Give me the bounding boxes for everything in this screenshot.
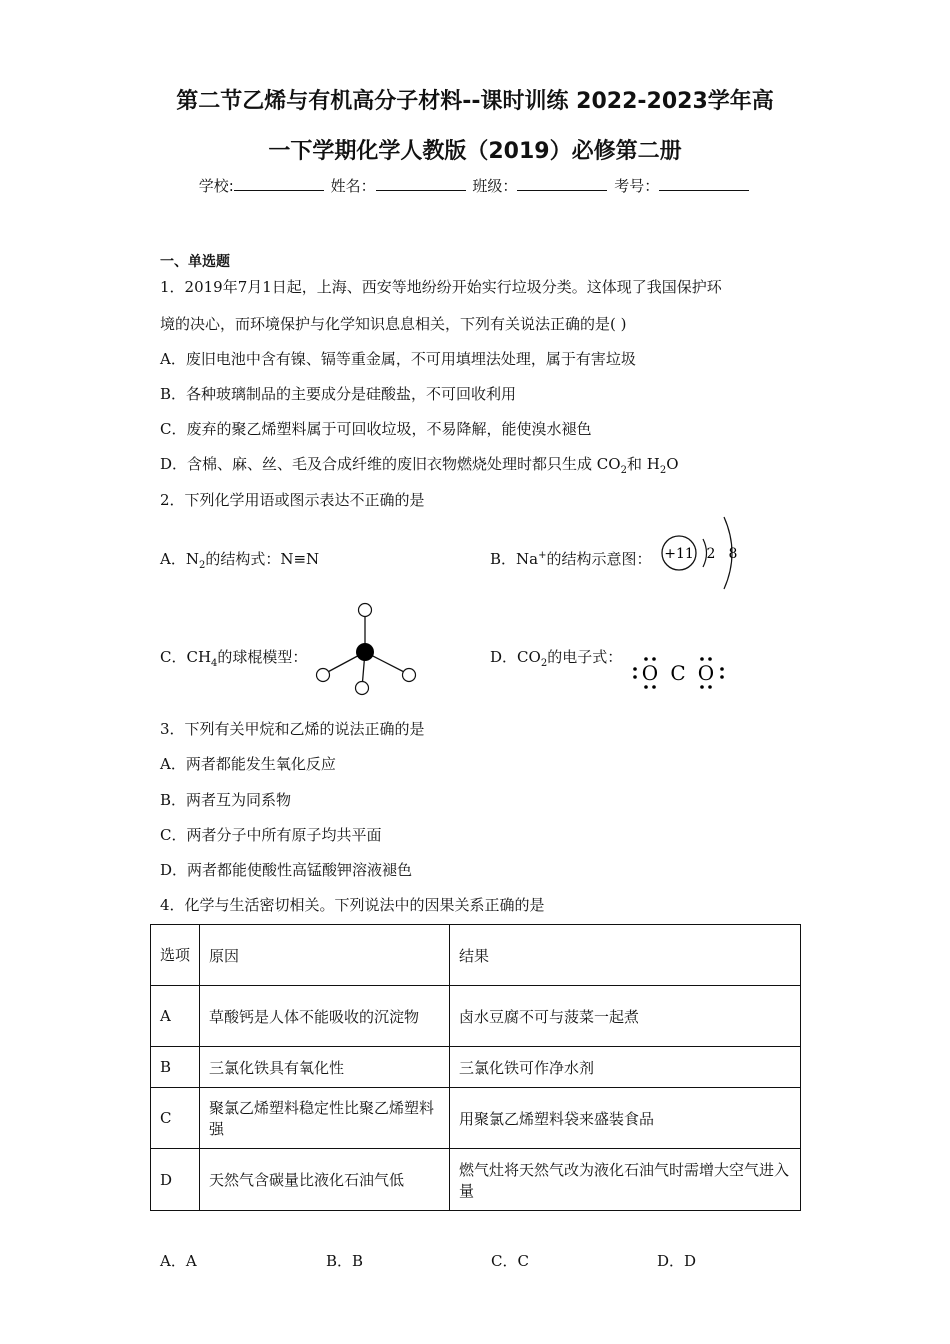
table-cell: 聚氯乙烯塑料稳定性比聚乙烯塑料强 xyxy=(200,1088,450,1149)
carbon-symbol: C xyxy=(670,661,686,685)
q4-answer-a: A．A xyxy=(160,1252,197,1270)
hydrogen-atom xyxy=(359,604,372,617)
table-cell: 用聚氯乙烯塑料袋来盛装食品 xyxy=(450,1088,801,1149)
table-header-cell: 结果 xyxy=(450,925,801,986)
title-line-2: 一下学期化学人教版（2019）必修第二册 xyxy=(268,139,682,164)
table-cell: C xyxy=(151,1088,200,1149)
hydrogen-atom xyxy=(317,669,330,682)
shell-2-electrons: 8 xyxy=(728,546,738,562)
table-cell: B xyxy=(151,1047,200,1088)
q2-stem: 2．下列化学用语或图示表达不正确的是 xyxy=(160,491,425,509)
exam-no-field[interactable] xyxy=(659,176,749,191)
table-row xyxy=(151,1047,801,1088)
table-cell: A xyxy=(151,986,200,1047)
school-field[interactable] xyxy=(234,176,324,191)
ch4-ball-stick-model xyxy=(314,600,418,696)
q2-option-a: A．$N_2$的结构式：N≡N xyxy=(160,550,320,571)
class-label: 班级： xyxy=(472,177,518,195)
table-cell: 燃气灶将天然气改为液化石油气时需增大空气进入量 xyxy=(450,1149,801,1211)
q4-answer-d: D．D xyxy=(657,1252,697,1270)
q1-option-d: D．含棉、麻、丝、毛及合成纤维的废旧衣物燃烧处理时都只生成 $CO_2$和 $H_2O$ xyxy=(160,455,679,476)
oxygen-symbol: O xyxy=(641,661,659,685)
table-cell: D xyxy=(151,1149,200,1211)
oxygen-symbol: O xyxy=(697,661,715,685)
q2-option-d: D．$CO_2$的电子式： xyxy=(490,648,623,669)
q1-option-b: B．各种玻璃制品的主要成分是硅酸盐，不可回收利用 xyxy=(160,385,517,403)
table-cell: 卤水豆腐不可与菠菜一起煮 xyxy=(450,986,801,1047)
q3-option-c: C．两者分子中所有原子均共平面 xyxy=(160,826,382,844)
table-header-row xyxy=(151,925,801,986)
hydrogen-atom xyxy=(403,669,416,682)
section-heading: 一、单选题 xyxy=(160,254,230,270)
q1-option-c: C．废弃的聚乙烯塑料属于可回收垃圾，不易降解，能使溴水褪色 xyxy=(160,420,592,438)
q4-answer-c: C．C xyxy=(491,1252,529,1270)
name-label: 姓名： xyxy=(330,177,376,195)
table-row xyxy=(151,986,801,1047)
q1-option-a: A．废旧电池中含有镍、镉等重金属，不可用填埋法处理，属于有害垃圾 xyxy=(160,350,636,368)
class-field[interactable] xyxy=(517,176,607,191)
table-cell: 三氯化铁可作净水剂 xyxy=(450,1047,801,1088)
q2-option-c: C．$CH_4$的球棍模型： xyxy=(160,648,308,669)
table-header-cell: 选项 xyxy=(151,925,200,986)
table-row xyxy=(151,1149,801,1211)
shell-1-electrons: 2 xyxy=(706,546,716,562)
q3-option-b: B．两者互为同系物 xyxy=(160,791,292,809)
carbon-atom xyxy=(356,643,374,661)
table-cell: 天然气含碳量比液化石油气低 xyxy=(200,1149,450,1211)
student-info xyxy=(0,175,950,196)
table-cell: 三氯化铁具有氧化性 xyxy=(200,1047,450,1088)
exam-no-label: 考号： xyxy=(614,177,660,195)
q4-stem: 4．化学与生活密切相关。下列说法中的因果关系正确的是 xyxy=(160,896,545,914)
table-header-cell: 原因 xyxy=(200,925,450,986)
q4-table xyxy=(150,924,801,1211)
hydrogen-atom xyxy=(356,682,369,695)
q3-stem: 3．下列有关甲烷和乙烯的说法正确的是 xyxy=(160,720,425,738)
q3-option-a: A．两者都能发生氧化反应 xyxy=(160,755,336,773)
nucleus-charge: +11 xyxy=(664,546,694,562)
table-row xyxy=(151,1088,801,1149)
table-cell: 草酸钙是人体不能吸收的沉淀物 xyxy=(200,986,450,1047)
school-label: 学校: xyxy=(198,177,234,195)
q2-option-b: B．Na+的结构示意图： xyxy=(490,550,652,568)
q3-option-d: D．两者都能使酸性高锰酸钾溶液褪色 xyxy=(160,861,413,879)
na-ion-structure-diagram xyxy=(656,513,748,591)
q4-answer-b: B．B xyxy=(326,1252,364,1270)
q1-stem-2: 境的决心，而环境保护与化学知识息息相关，下列有关说法正确的是( ) xyxy=(160,315,627,333)
name-field[interactable] xyxy=(376,176,466,191)
q1-stem-1: 1．2019年7月1日起，上海、西安等地纷纷开始实行垃圾分类。这体现了我国保护环 xyxy=(160,278,722,296)
co2-electron-formula xyxy=(628,652,732,692)
title-line-1: 第二节乙烯与有机高分子材料--课时训练 2022-2023学年高 xyxy=(176,89,774,114)
